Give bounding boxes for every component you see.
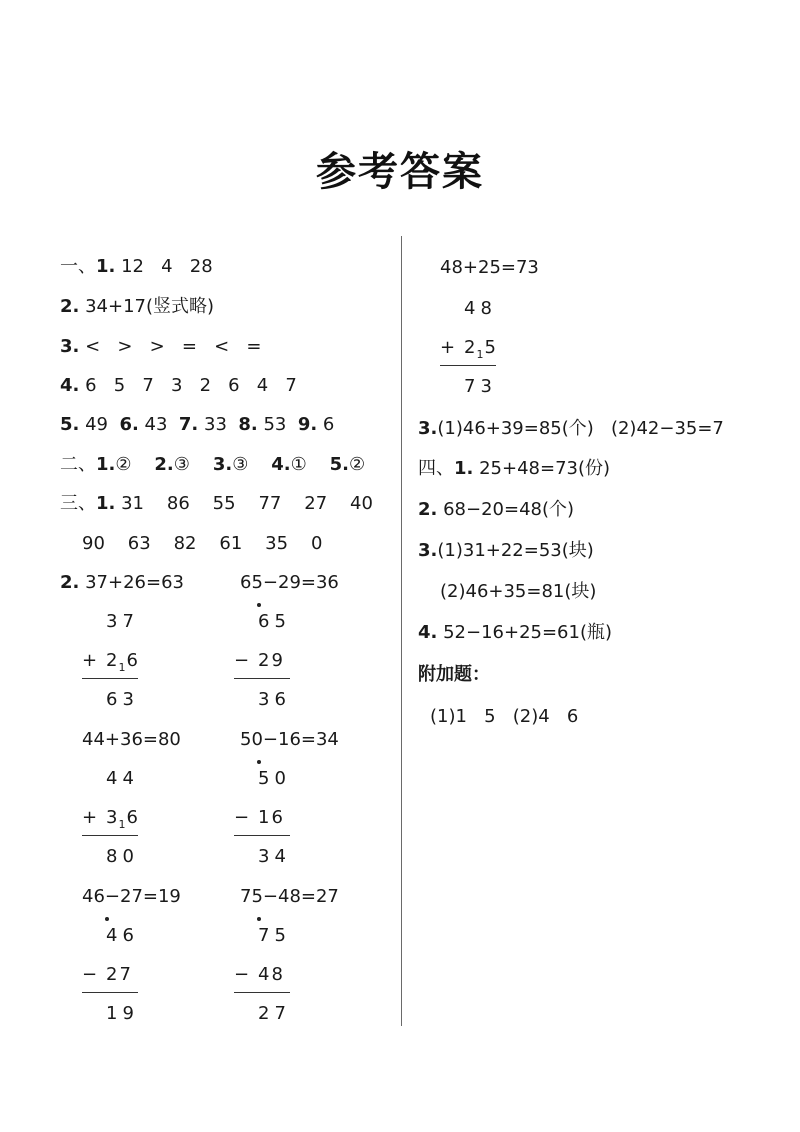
question-number: 1. bbox=[96, 256, 116, 277]
answer-line-4-4 bbox=[418, 622, 612, 644]
calc-underline bbox=[82, 678, 138, 679]
equation-44-36: 44+36=80 bbox=[82, 729, 181, 750]
question-number: 2. bbox=[154, 454, 174, 475]
answer-text: 6 5 7 3 2 6 4 7 bbox=[79, 375, 297, 396]
answer-text: 52−16+25=61(瓶) bbox=[437, 622, 613, 643]
choice-answer: ② bbox=[349, 454, 366, 475]
calc-underline bbox=[234, 835, 290, 836]
question-number: 4. bbox=[60, 375, 80, 396]
question-number: 5. bbox=[329, 454, 349, 475]
question-number: 2. bbox=[418, 499, 438, 520]
carry-digit: 1 bbox=[118, 818, 126, 831]
question-number: 2. bbox=[60, 296, 80, 317]
question-number: 4. bbox=[418, 622, 438, 643]
bonus-heading: 附加题： bbox=[418, 664, 490, 685]
question-number: 6. bbox=[119, 414, 139, 435]
answer-line-4-3 bbox=[418, 540, 594, 562]
borrow-dot bbox=[257, 760, 261, 764]
bonus-answer: (1)1 5 (2)4 6 bbox=[430, 706, 579, 727]
answer-line-3-1 bbox=[60, 493, 373, 515]
calc-top-number: 46 bbox=[106, 925, 139, 946]
calc-operand-row: + $3_16$ bbox=[82, 807, 138, 831]
question-number: 5. bbox=[60, 414, 80, 435]
vertical-calculation bbox=[234, 925, 290, 1055]
calc-top-number: 48 bbox=[464, 298, 497, 319]
question-number: 9. bbox=[297, 414, 318, 435]
answer-text: 6 bbox=[317, 414, 335, 435]
section-mark-3: 三、 bbox=[60, 493, 96, 514]
section-mark-1: 一、 bbox=[60, 256, 96, 277]
equation-65-29: 65−29=36 bbox=[240, 572, 339, 593]
equation-46-27: 46−27=19 bbox=[82, 886, 181, 907]
equation-text: 37+26=63 bbox=[79, 572, 184, 593]
answer-line-1-2 bbox=[60, 296, 214, 318]
calc-result: 27 bbox=[258, 1003, 291, 1024]
question-number: 7. bbox=[178, 414, 199, 435]
page-title: 参考答案 bbox=[316, 148, 484, 195]
column-divider bbox=[401, 236, 402, 1026]
question-number: 1. bbox=[96, 454, 116, 475]
section-mark-4: 四、 bbox=[418, 458, 454, 479]
question-number: 2. bbox=[60, 572, 80, 593]
answer-line-r-3 bbox=[418, 418, 724, 440]
calc-result: 73 bbox=[464, 376, 497, 397]
calc-top-number: 37 bbox=[106, 611, 139, 632]
answer-line-3-1-cont bbox=[82, 533, 322, 555]
answer-text: 33 bbox=[198, 414, 239, 435]
vertical-calculation bbox=[234, 768, 290, 898]
answer-line-1-4 bbox=[60, 375, 297, 397]
question-number: 3. bbox=[60, 336, 80, 357]
answer-text: 90 63 82 61 35 0 bbox=[82, 533, 323, 554]
vertical-calculation bbox=[82, 768, 138, 898]
calc-result: 36 bbox=[258, 689, 291, 710]
answer-text: (1)31+22=53(块) bbox=[437, 540, 594, 561]
answer-text: 43 bbox=[138, 414, 179, 435]
calc-operand-row: − 1 6 bbox=[234, 807, 283, 828]
answer-text: 25+48=73(份) bbox=[473, 458, 611, 479]
answer-text: 34+17(竖式略) bbox=[79, 296, 215, 317]
borrow-dot bbox=[257, 917, 261, 921]
equation-37-26 bbox=[60, 572, 184, 594]
calc-operand-row: − 2 9 bbox=[234, 650, 283, 671]
calc-top-number: 50 bbox=[258, 768, 291, 789]
question-number: 4. bbox=[271, 454, 291, 475]
answer-text: 12 4 28 bbox=[115, 256, 213, 277]
calc-result: 34 bbox=[258, 846, 291, 867]
vertical-calculation bbox=[440, 298, 496, 428]
question-number: 3. bbox=[212, 454, 233, 475]
answer-text: 68−20=48(个) bbox=[437, 499, 575, 520]
choice-answer: ③ bbox=[173, 454, 190, 475]
vertical-calculation bbox=[234, 611, 290, 741]
answer-text: (1)46+39=85(个) (2)42−35=7 bbox=[437, 418, 724, 439]
answer-line-2 bbox=[60, 454, 365, 476]
question-number: 8. bbox=[238, 414, 258, 435]
borrow-dot bbox=[105, 917, 109, 921]
choice-answer: ② bbox=[115, 454, 132, 475]
carry-digit: 1 bbox=[476, 348, 484, 361]
calc-top-number: 75 bbox=[258, 925, 291, 946]
question-number: 1. bbox=[454, 458, 474, 479]
calc-operand-row: + $2_16$ bbox=[82, 650, 138, 674]
answer-line-1-1 bbox=[60, 256, 213, 278]
vertical-calculation bbox=[82, 611, 138, 741]
calc-operand-row: + $2_15$ bbox=[440, 337, 496, 361]
answer-text: < > > = < = bbox=[79, 336, 262, 357]
calc-operand-row: − 2 7 bbox=[82, 964, 131, 985]
answer-text: 53 bbox=[257, 414, 298, 435]
calc-operand-row: − 4 8 bbox=[234, 964, 283, 985]
calc-underline bbox=[82, 992, 138, 993]
equation-48-25: 48+25=73 bbox=[440, 257, 539, 278]
equation-50-16: 50−16=34 bbox=[240, 729, 339, 750]
carry-digit: 1 bbox=[118, 661, 126, 674]
calc-top-number: 65 bbox=[258, 611, 291, 632]
choice-answer: ① bbox=[290, 454, 307, 475]
question-number: 3. bbox=[418, 418, 438, 439]
answer-line-1-5-to-9 bbox=[60, 414, 334, 436]
answer-line-1-3 bbox=[60, 336, 261, 358]
equation-75-48: 75−48=27 bbox=[240, 886, 339, 907]
question-number: 1. bbox=[96, 493, 116, 514]
section-mark-2: 二、 bbox=[60, 454, 96, 475]
calc-underline bbox=[234, 992, 290, 993]
calc-underline bbox=[82, 835, 138, 836]
answer-line-4-3-cont: (2)46+35=81(块) bbox=[440, 581, 597, 602]
answer-line-4-1 bbox=[418, 458, 610, 480]
answer-line-4-2 bbox=[418, 499, 574, 521]
calc-underline bbox=[234, 678, 290, 679]
vertical-calculation bbox=[82, 925, 138, 1055]
calc-result: 63 bbox=[106, 689, 139, 710]
calc-result: 80 bbox=[106, 846, 139, 867]
answer-text: 31 86 55 77 27 40 bbox=[115, 493, 373, 514]
choice-answer: ③ bbox=[232, 454, 249, 475]
borrow-dot bbox=[257, 603, 261, 607]
question-number: 3. bbox=[418, 540, 438, 561]
calc-underline bbox=[440, 365, 496, 366]
answer-text: 49 bbox=[79, 414, 120, 435]
calc-top-number: 44 bbox=[106, 768, 139, 789]
calc-result: 19 bbox=[106, 1003, 139, 1024]
